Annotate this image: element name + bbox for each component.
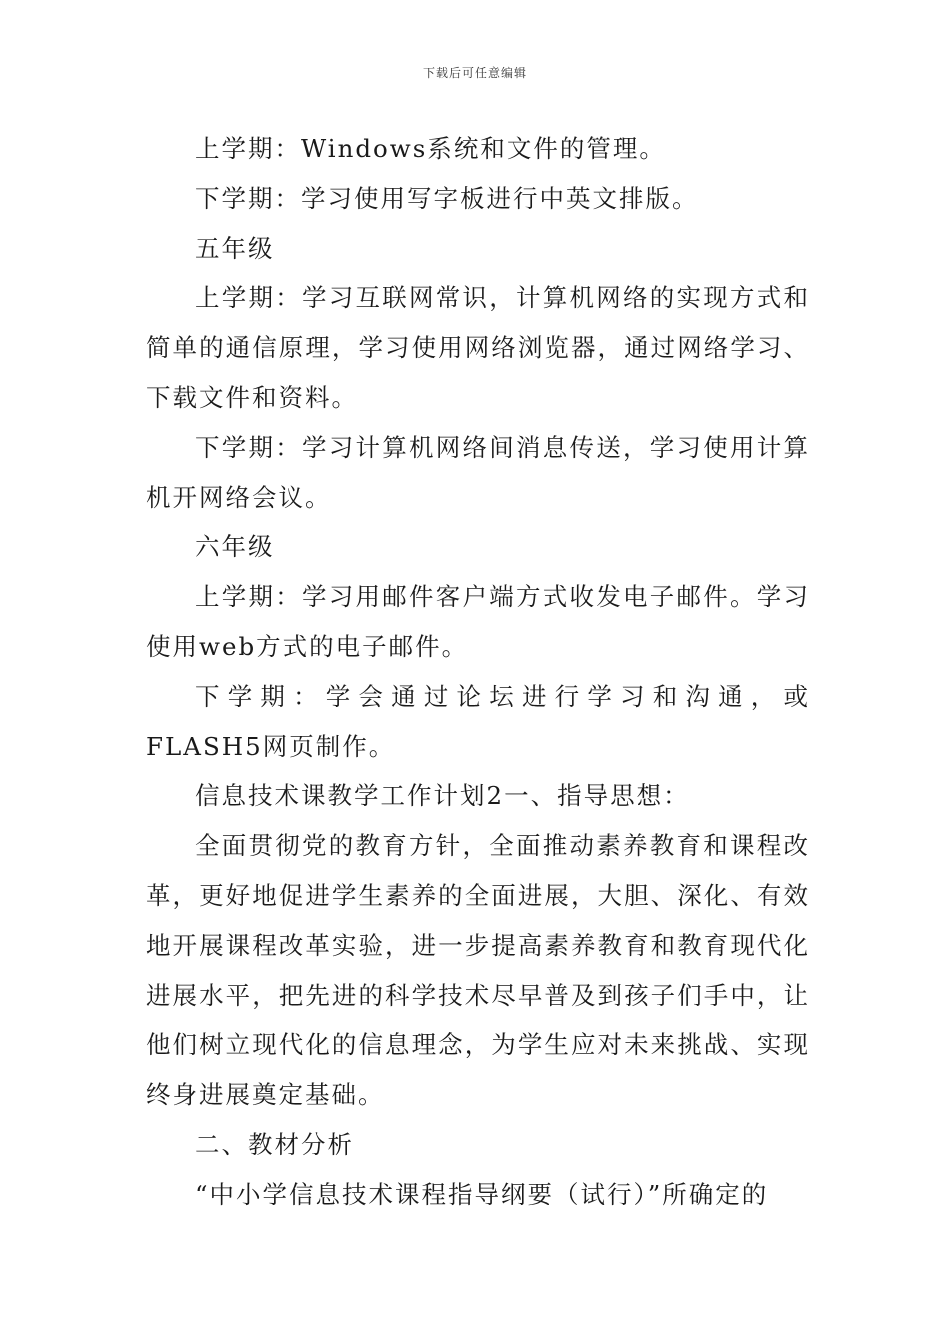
paragraph-grade6-second-term: 下学期：学会通过论坛进行学习和沟通，或FLASH5网页制作。 — [146, 681, 810, 761]
paragraph-guiding-ideas: 全面贯彻党的教育方针，全面推动素养教育和课程改革，更好地促进学生素养的全面进展，大胆、深化、有效地开展课程改革实验，进一步提高素养教育和教育现代化进展水平，把先进的科学技术尽早普及到孩子们手中，让他们树立现代化的信息理念，为学生应对未来挑战、实现终身进展奠定基础。 — [146, 831, 810, 1110]
paragraph-textbook-analysis: “中小学信息技术课程指导纲要（试行）”所确定的 — [195, 1179, 769, 1209]
paragraph-grade5-first-term: 上学期：学习互联网常识，计算机网络的实现方式和简单的通信原理，学习使用网络浏览器，通过网络学习、下载文件和资料。 — [146, 283, 810, 412]
paragraph-grade5-second-term: 下学期：学习计算机网络间消息传送，学习使用计算机开网络会议。 — [146, 432, 810, 512]
heading-grade5: 五年级 — [195, 233, 275, 263]
paragraph-grade4-second-term: 下学期：学习使用写字板进行中英文排版。 — [195, 183, 699, 213]
document-body — [146, 124, 810, 1220]
paragraph-grade4-first-term: 上学期：Windows系统和文件的管理。 — [195, 134, 666, 163]
page-header-note: 下载后可任意编辑 — [422, 66, 527, 80]
heading-plan-2-guiding-ideas: 信息技术课教学工作计划2一、指导思想： — [195, 781, 690, 811]
heading-textbook-analysis: 二、教材分析 — [195, 1129, 354, 1159]
paragraph-grade6-first-term: 上学期：学习用邮件客户端方式收发电子邮件。学习使用web方式的电子邮件。 — [146, 582, 810, 661]
heading-grade6: 六年级 — [195, 532, 275, 562]
